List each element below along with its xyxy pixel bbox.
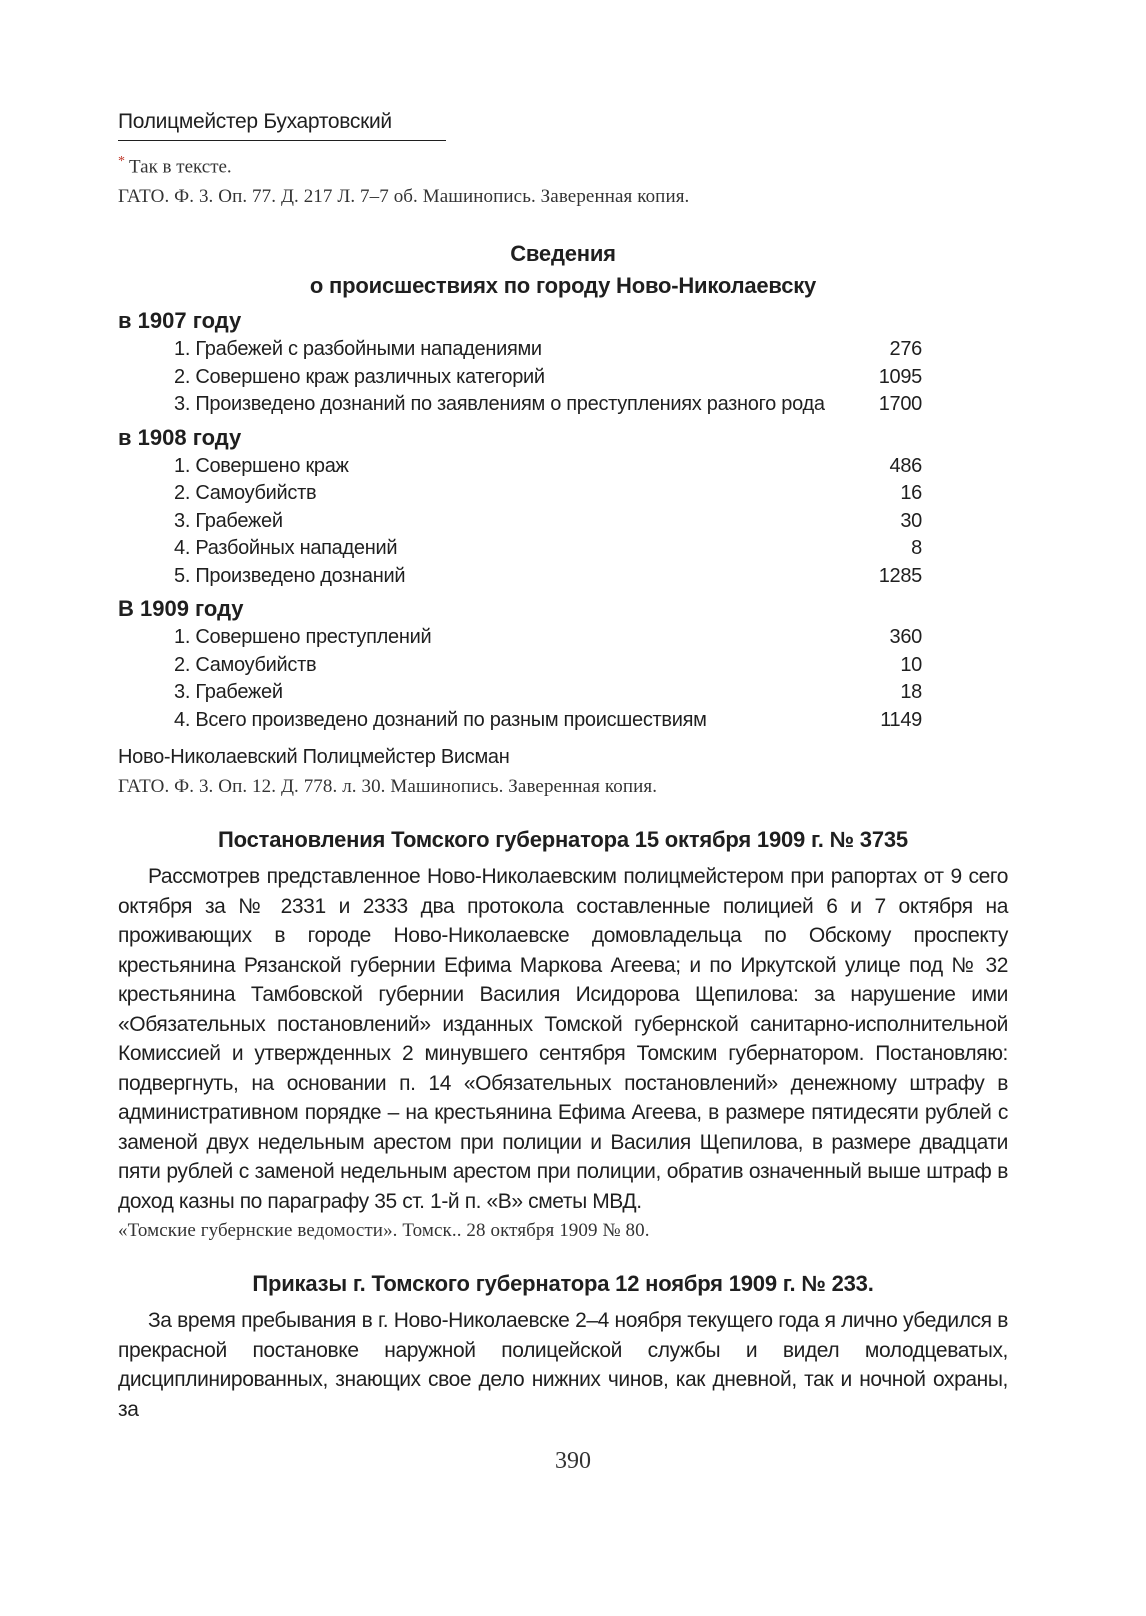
archive-source-2: ГАТО. Ф. 3. Оп. 12. Д. 778. л. 30. Машинопись. Заверенная копия. — [118, 776, 658, 798]
newspaper-source: «Томские губернские ведомости». Томск.. 28 октября 1909 № 80. — [118, 1220, 650, 1242]
stat-label: 1. Грабежей с разбойными нападениями — [174, 338, 542, 361]
archive-source-1: ГАТО. Ф. 3. Оп. 77. Д. 217 Л. 7–7 об. Машинопись. Заверенная копия. — [118, 186, 690, 208]
stat-value: 276 — [889, 338, 922, 361]
stat-label: 2. Самоубийств — [174, 653, 317, 676]
stats-table-1908 — [118, 453, 1008, 591]
stat-value: 486 — [889, 454, 922, 477]
footnote-divider — [118, 140, 446, 141]
document-page — [118, 108, 1008, 1424]
page-number: 390 — [555, 1448, 591, 1474]
stat-label: 3. Грабежей — [174, 509, 283, 532]
stat-value: 10 — [900, 653, 922, 676]
table-row — [118, 624, 1008, 652]
stat-label: 4. Всего произведено дознаний по разным происшествиям — [174, 708, 707, 731]
stat-value: 1095 — [878, 365, 922, 388]
stat-value: 18 — [900, 681, 922, 704]
table-row — [118, 508, 1008, 536]
stat-label: 2. Совершено краж различных категорий — [174, 365, 545, 388]
table-row — [118, 652, 1008, 680]
stat-value: 1149 — [880, 708, 922, 731]
footnote — [118, 147, 1008, 182]
stat-value: 30 — [900, 509, 922, 532]
year-heading-1908: в 1908 году — [118, 424, 242, 450]
year-heading-1907: в 1907 году — [118, 308, 242, 334]
order-title: Приказы г. Томского губернатора 12 ноября 1909 г. № 233. — [252, 1271, 874, 1297]
stat-label: 3. Грабежей — [174, 681, 283, 704]
stat-label: 5. Произведено дознаний — [174, 564, 406, 587]
decree-body: Рассмотрев представленное Ново-Николаевским полицмейстером при рапортах от 9 сего октября за № 2331 и 2333 два протокола составленные полицией 6 и 7 октября на проживающих в городе Ново-Николаевске домовладельца по Обскому проспекту крестьянина Рязанской губернии Ефима Маркова Агеева; и по Иркутской улице под № 32 крестьянина Тамбовской губернии Василия Исидорова Щепилова: за нарушение ими «Обязательных постановлений» изданных Томской губернской санитарно-исполнительной Комиссией и утвержденных 2 минувшего сентября Томским губернатором. Постановляю: подвергнуть, на основании п. 14 «Обязательных постановлений» денежному штрафу в административном порядке – на крестьянина Ефима Агеева, в размере пятидесяти рублей с заменой двух недельным арестом при полиции и Василия Щепилова, в размере двадцати пяти рублей с заменой недельным арестом при полиции, обратив означенный выше штраф в доход казны по параграфу 35 ст. 1-й п. «В» сметы МВД. — [118, 865, 1008, 1213]
signature-bukhartovsky: Полицмейстер Бухартовский — [118, 110, 392, 133]
table-row — [118, 707, 1008, 735]
decree-title: Постановления Томского губернатора 15 октября 1909 г. № 3735 — [218, 827, 908, 853]
stats-table-1907 — [118, 336, 1008, 419]
table-row — [118, 480, 1008, 508]
stats-table-1909 — [118, 624, 1008, 734]
stat-label: 1. Совершено преступлений — [174, 626, 432, 649]
table-row — [118, 391, 1008, 419]
stat-label: 3. Произведено дознаний по заявлениям о преступлениях разного рода — [174, 393, 825, 416]
signature-visman: Ново-Николаевский Полицмейстер Висман — [118, 746, 510, 769]
stat-value: 16 — [900, 482, 922, 505]
year-heading-1909: В 1909 году — [118, 596, 244, 622]
order-body: За время пребывания в г. Ново-Николаевске 2–4 ноября текущего года я лично убедился в прекрасной постановке наружной полицейской службы и видел молодцеватых, дисциплинированных, знающих свое дело нижних чинов, как дневной, так и ночной охраны, за — [118, 1309, 1008, 1421]
table-row — [118, 679, 1008, 707]
stat-label: 1. Совершено краж — [174, 454, 349, 477]
footnote-marker: * — [118, 154, 125, 169]
report-subtitle: о происшествиях по городу Ново-Николаевску — [309, 273, 817, 299]
stat-value: 1285 — [878, 564, 922, 587]
stat-label: 2. Самоубийств — [174, 482, 317, 505]
table-row — [118, 563, 1008, 591]
table-row — [118, 364, 1008, 392]
report-title: Сведения — [510, 241, 616, 267]
table-row — [118, 453, 1008, 481]
stat-value: 8 — [911, 537, 922, 560]
stat-label: 4. Разбойных нападений — [174, 537, 398, 560]
table-row — [118, 535, 1008, 563]
stat-value: 360 — [889, 626, 922, 649]
table-row — [118, 336, 1008, 364]
footnote-text: Так в тексте. — [129, 156, 232, 178]
stat-value: 1700 — [878, 393, 922, 416]
